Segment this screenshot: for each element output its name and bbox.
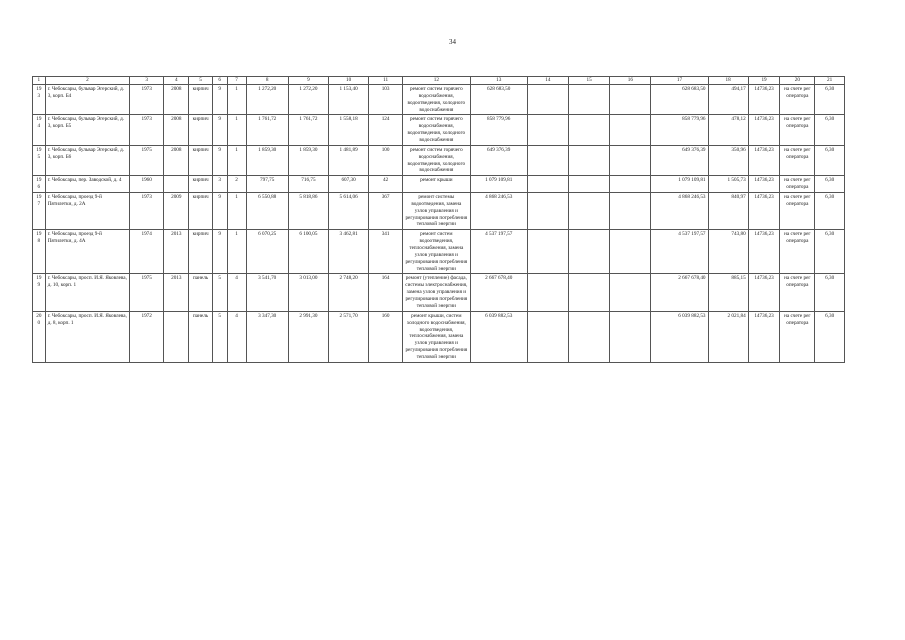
column-number-cell: 3 [130,77,164,85]
living-area-cell: 1 272,20 [288,85,328,115]
year-built-cell: 1975 [130,145,164,175]
entrances-cell: 4 [227,311,246,362]
table-row [33,193,845,230]
column-number-cell: 16 [610,77,651,85]
table-row [33,85,845,115]
address-cell: г. Чебоксары, проезд 9-й Пятилетки, д. 4А [45,230,130,274]
fund-method-cell: на счете рег оператора [780,85,815,115]
cost-federal-cell [527,176,568,193]
year-renovated-cell [164,176,189,193]
cost-owners-cell: 4 868 246,53 [651,193,708,230]
entrances-cell: 1 [227,193,246,230]
unit-cost-cell: 1 505,73 [708,176,748,193]
fund-method-cell: на счете рег оператора [780,311,815,362]
wall-material-cell: панель [189,274,212,311]
total-cost-cell: 2 667 678,40 [470,274,527,311]
fund-method-cell: на счете рег оператора [780,230,815,274]
max-unit-cost-cell: 14736,23 [748,193,780,230]
living-area-cell: 6 100,05 [288,230,328,274]
column-number-cell: 17 [651,77,708,85]
unit-cost-cell: 494,17 [708,85,748,115]
year-built-cell: 1973 [130,115,164,145]
entrances-cell: 1 [227,230,246,274]
entrances-cell: 1 [227,145,246,175]
total-area-cell: 1 859,30 [246,145,288,175]
cost-regional-cell [568,85,609,115]
column-number-cell: 20 [780,77,815,85]
cost-local-cell [610,311,651,362]
wall-material-cell: кирпич [189,115,212,145]
residential-area-cell: 2 748,20 [329,274,369,311]
residents-cell: 367 [369,193,403,230]
floors-cell: 5 [212,274,227,311]
column-number-cell: 7 [227,77,246,85]
living-area-cell: 5 818,86 [288,193,328,230]
residential-area-cell: 1 481,89 [329,145,369,175]
cost-owners-cell: 628 683,50 [651,85,708,115]
column-number-cell: 6 [212,77,227,85]
year-renovated-cell: 2008 [164,145,189,175]
total-area-cell: 797,75 [246,176,288,193]
residents-cell: 341 [369,230,403,274]
year-built-cell: 1975 [130,274,164,311]
unit-cost-cell: 478,12 [708,115,748,145]
wall-material-cell: кирпич [189,85,212,115]
residents-cell: 103 [369,85,403,115]
work-type-cell: ремонт систем горячего водоснабжения, водоотведения, холодного водоснабжения [403,85,471,115]
total-cost-cell: 649 376,39 [470,145,527,175]
floors-cell: 9 [212,115,227,145]
living-area-cell: 1 859,30 [288,145,328,175]
table-row [33,230,845,274]
work-type-cell: ремонт крыши, систем холодного водоснабжения, водоотведения, теплоснабжения, замена узлов управления и регулирования потребления тепловой энергии [403,311,471,362]
fund-method-cell: на счете рег оператора [780,274,815,311]
page-number: 34 [449,38,456,46]
table-row [33,274,845,311]
entrances-cell: 1 [227,85,246,115]
column-number-cell: 1 [33,77,46,85]
work-type-cell: ремонт крыши [403,176,471,193]
residents-cell: 164 [369,274,403,311]
residential-area-cell: 1 153,40 [329,85,369,115]
total-cost-cell: 4 868 246,53 [470,193,527,230]
column-number-cell: 15 [568,77,609,85]
max-unit-cost-cell: 14736,23 [748,230,780,274]
cost-regional-cell [568,230,609,274]
column-number-cell: 8 [246,77,288,85]
wall-material-cell: панель [189,311,212,362]
living-area-cell: 716,75 [288,176,328,193]
cost-federal-cell [527,230,568,274]
max-unit-cost-cell: 14736,23 [748,115,780,145]
row-number-cell: 200 [33,311,46,362]
address-cell: г. Чебоксары, бульвар Эгерский, д. 3, корп. Б4 [45,85,130,115]
max-unit-cost-cell: 14736,23 [748,274,780,311]
total-area-cell: 1 761,72 [246,115,288,145]
deadline-cell: 6,30 [815,230,845,274]
address-cell: г. Чебоксары, бульвар Эгерский, д. 3, корп. Б5 [45,115,130,145]
address-cell: г. Чебоксары, проезд 9-й Пятилетки, д. 2А [45,193,130,230]
address-cell: г. Чебоксары, пер. Заводской, д. 4 [45,176,130,193]
wall-material-cell: кирпич [189,230,212,274]
residential-area-cell: 5 614,06 [329,193,369,230]
cost-federal-cell [527,85,568,115]
column-number-cell: 9 [288,77,328,85]
year-built-cell: 1974 [130,230,164,274]
living-area-cell: 3 013,00 [288,274,328,311]
column-number-cell: 11 [369,77,403,85]
cost-regional-cell [568,145,609,175]
deadline-cell: 6,30 [815,311,845,362]
table-row [33,145,845,175]
deadline-cell: 6,30 [815,145,845,175]
total-cost-cell: 858 779,96 [470,115,527,145]
cost-local-cell [610,176,651,193]
cost-regional-cell [568,274,609,311]
total-cost-cell: 4 537 197,57 [470,230,527,274]
year-built-cell: 1960 [130,176,164,193]
column-number-cell: 10 [329,77,369,85]
cost-owners-cell: 2 667 678,40 [651,274,708,311]
floors-cell: 3 [212,176,227,193]
unit-cost-cell: 743,80 [708,230,748,274]
wall-material-cell: кирпич [189,145,212,175]
cost-owners-cell: 858 779,96 [651,115,708,145]
deadline-cell: 6,30 [815,115,845,145]
table-row [33,115,845,145]
living-area-cell: 2 991,30 [288,311,328,362]
year-renovated-cell: 2008 [164,85,189,115]
total-cost-cell: 6 039 882,53 [470,311,527,362]
row-number-cell: 193 [33,85,46,115]
residential-area-cell: 2 571,70 [329,311,369,362]
column-number-cell: 18 [708,77,748,85]
row-number-cell: 196 [33,176,46,193]
total-area-cell: 3 541,70 [246,274,288,311]
floors-cell: 9 [212,145,227,175]
unit-cost-cell: 840,97 [708,193,748,230]
residents-cell: 42 [369,176,403,193]
unit-cost-cell: 350,96 [708,145,748,175]
fund-method-cell: на счете рег оператора [780,176,815,193]
cost-local-cell [610,274,651,311]
entrances-cell: 2 [227,176,246,193]
cost-federal-cell [527,311,568,362]
row-number-cell: 197 [33,193,46,230]
table-row [33,176,845,193]
work-type-cell: ремонт систем горячего водоснабжения, водоотведения, холодного водоснабжения [403,115,471,145]
cost-owners-cell: 1 079 109,81 [651,176,708,193]
deadline-cell: 6,30 [815,274,845,311]
cost-federal-cell [527,274,568,311]
entrances-cell: 4 [227,274,246,311]
cost-owners-cell: 649 376,39 [651,145,708,175]
cost-local-cell [610,230,651,274]
residential-area-cell: 607,30 [329,176,369,193]
year-renovated-cell: 2013 [164,230,189,274]
year-built-cell: 1972 [130,311,164,362]
entrances-cell: 1 [227,115,246,145]
column-number-row [33,77,845,85]
cost-regional-cell [568,176,609,193]
floors-cell: 5 [212,311,227,362]
wall-material-cell: кирпич [189,193,212,230]
column-number-cell: 12 [403,77,471,85]
column-number-cell: 4 [164,77,189,85]
max-unit-cost-cell: 14736,23 [748,85,780,115]
cost-owners-cell: 6 039 882,53 [651,311,708,362]
deadline-cell: 6,30 [815,193,845,230]
cost-regional-cell [568,311,609,362]
max-unit-cost-cell: 14736,23 [748,311,780,362]
fund-method-cell: на счете рег оператора [780,145,815,175]
cost-local-cell [610,115,651,145]
total-area-cell: 3 347,30 [246,311,288,362]
living-area-cell: 1 761,72 [288,115,328,145]
column-number-cell: 14 [527,77,568,85]
total-cost-cell: 628 683,50 [470,85,527,115]
year-renovated-cell: 2013 [164,274,189,311]
residents-cell: 100 [369,145,403,175]
unit-cost-cell: 2 021,84 [708,311,748,362]
work-type-cell: ремонт системы водоотведения, замена узлов управления и регулирования потребления тепловой энергии [403,193,471,230]
column-number-cell: 21 [815,77,845,85]
cost-owners-cell: 4 537 197,57 [651,230,708,274]
cost-local-cell [610,145,651,175]
address-cell: г. Чебоксары, бульвар Эгерский, д. 3, корп. Б6 [45,145,130,175]
work-type-cell: ремонт систем водоотведения, теплоснабжения, замена узлов управления и регулирования потребления тепловой энергии [403,230,471,274]
year-renovated-cell: 2009 [164,193,189,230]
table-row [33,311,845,362]
column-number-cell: 2 [45,77,130,85]
cost-local-cell [610,193,651,230]
residents-cell: 124 [369,115,403,145]
residential-area-cell: 3 462,81 [329,230,369,274]
register-table [32,76,845,363]
address-cell: г. Чебоксары, просп. И.Я. Яковлева, д. 10, корп. 1 [45,274,130,311]
max-unit-cost-cell: 14736,23 [748,176,780,193]
residential-area-cell: 1 558,18 [329,115,369,145]
wall-material-cell: кирпич [189,176,212,193]
column-number-cell: 19 [748,77,780,85]
row-number-cell: 199 [33,274,46,311]
column-number-cell: 13 [470,77,527,85]
cost-regional-cell [568,115,609,145]
work-type-cell: ремонт систем горячего водоснабжения, водоотведения, холодного водоснабжения [403,145,471,175]
year-built-cell: 1973 [130,85,164,115]
floors-cell: 9 [212,230,227,274]
floors-cell: 9 [212,193,227,230]
total-area-cell: 6 070,25 [246,230,288,274]
address-cell: г. Чебоксары, просп. И.Я. Яковлева, д. 8, корп. 1 [45,311,130,362]
cost-federal-cell [527,193,568,230]
fund-method-cell: на счете рег оператора [780,115,815,145]
unit-cost-cell: 885,15 [708,274,748,311]
year-renovated-cell [164,311,189,362]
work-type-cell: ремонт (утепление) фасада, системы электроснабжения, замена узлов управления и регулирования потребления тепловой энергии [403,274,471,311]
total-area-cell: 6 550,88 [246,193,288,230]
deadline-cell: 6,30 [815,176,845,193]
max-unit-cost-cell: 14736,23 [748,145,780,175]
total-area-cell: 1 272,20 [246,85,288,115]
residents-cell: 160 [369,311,403,362]
deadline-cell: 6,30 [815,85,845,115]
fund-method-cell: на счете рег оператора [780,193,815,230]
row-number-cell: 198 [33,230,46,274]
year-renovated-cell: 2008 [164,115,189,145]
year-built-cell: 1973 [130,193,164,230]
cost-regional-cell [568,193,609,230]
cost-federal-cell [527,145,568,175]
row-number-cell: 195 [33,145,46,175]
column-number-cell: 5 [189,77,212,85]
cost-federal-cell [527,115,568,145]
cost-local-cell [610,85,651,115]
floors-cell: 9 [212,85,227,115]
total-cost-cell: 1 079 109,81 [470,176,527,193]
row-number-cell: 194 [33,115,46,145]
